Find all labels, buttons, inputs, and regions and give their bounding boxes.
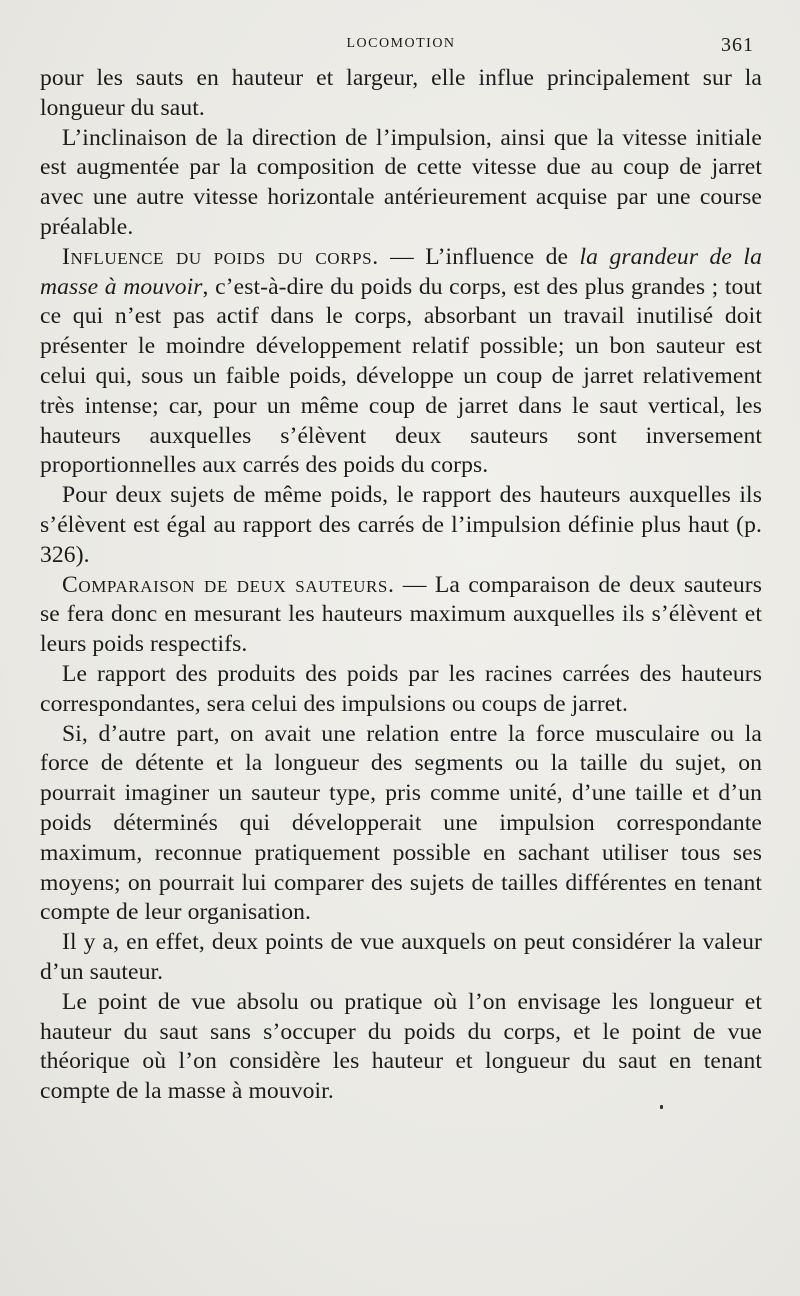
paragraph-lead: L’influence de bbox=[425, 243, 580, 270]
paragraph bbox=[40, 481, 762, 570]
paragraph bbox=[40, 720, 762, 929]
running-header bbox=[40, 30, 762, 64]
running-title: LOCOMOTION bbox=[346, 36, 456, 51]
ink-speck bbox=[660, 1105, 663, 1109]
paragraph-text: pour les sauts en hauteur et largeur, elle influe principalement sur la longueur du saut. bbox=[40, 65, 762, 121]
paragraph-text: Le rapport des produits des poids par les racines carrées des hauteurs correspondantes, sera celui des impulsions ou coups de jarret. bbox=[40, 660, 762, 717]
section-heading: Influence du poids du corps. bbox=[62, 243, 379, 270]
paragraph bbox=[40, 660, 762, 720]
paragraph-text: Il y a, en effet, deux points de vue auxquels on peut considérer la valeur d’un sauteur. bbox=[40, 929, 762, 985]
paragraph-text: La comparaison de deux sauteurs se fera donc en mesurant les hauteurs maximum auxquelles ils s’élèvent et leurs poids respectifs. bbox=[40, 571, 762, 658]
paragraph-text: Pour deux sujets de même poids, le rapport des hauteurs auxquelles ils s’élèvent est égal au rapport des carrés de l’impulsion définie plus haut (p. 326). bbox=[40, 482, 762, 568]
section-heading: Comparaison de deux sauteurs. bbox=[62, 571, 395, 598]
page-number: 361 bbox=[721, 34, 754, 56]
section-comparaison bbox=[40, 571, 762, 660]
paragraph-text: Si, d’autre part, on avait une relation entre la force musculaire ou la force de détente et la longueur des segments ou la taille du sujet, on pourrait imaginer un sauteur type, pris comme unité, d’une taille et d’un poids déterminés qui développerait une impulsion correspondante maximum, reconnue pratiquement possible en sachant utiliser tous ses moyens; on pourrait lui comparer des sujets de tailles différentes en tenant compte de leur organisation. bbox=[40, 720, 762, 926]
paragraph bbox=[40, 988, 762, 1107]
paragraph-text: , c’est-à-dire du poids du corps, est des plus grandes ; tout ce qui n’est pas actif dans le corps, absorbant un travail inutilisé doit présenter le moindre développement relatif possible; un bon sauteur est celui qui, sous un faible poids, développe un coup de jarret relativement très intense; car, pour un même coup de jarret dans le saut vertical, les hauteurs auxquelles s’élèvent deux sauteurs sont inversement proportionnelles aux carrés des poids du corps. bbox=[40, 273, 762, 479]
paragraph-text: L’inclinaison de la direction de l’impulsion, ainsi que la vitesse initiale est augmentée par la composition de cette vitesse due au coup de jarret avec une autre vitesse horizontale antérieurement acquise par une course préalable. bbox=[40, 124, 762, 240]
section-influence-poids bbox=[40, 243, 762, 481]
paragraph bbox=[40, 64, 762, 124]
paragraph-text: Le point de vue absolu ou pratique où l’on envisage les longueur et hauteur du saut sans s’occuper du poids du corps, et le point de vue théorique où l’on considère les hauteur et longueur du saut en tenant compte de la masse à mouvoir. bbox=[40, 988, 762, 1105]
paragraph bbox=[40, 124, 762, 243]
body-text bbox=[40, 64, 762, 1107]
paragraph bbox=[40, 928, 762, 988]
heading-dash: — bbox=[394, 571, 435, 598]
italic-phrase: la grandeur de la masse à mouvoir bbox=[40, 243, 762, 300]
heading-dash: — bbox=[378, 243, 426, 270]
